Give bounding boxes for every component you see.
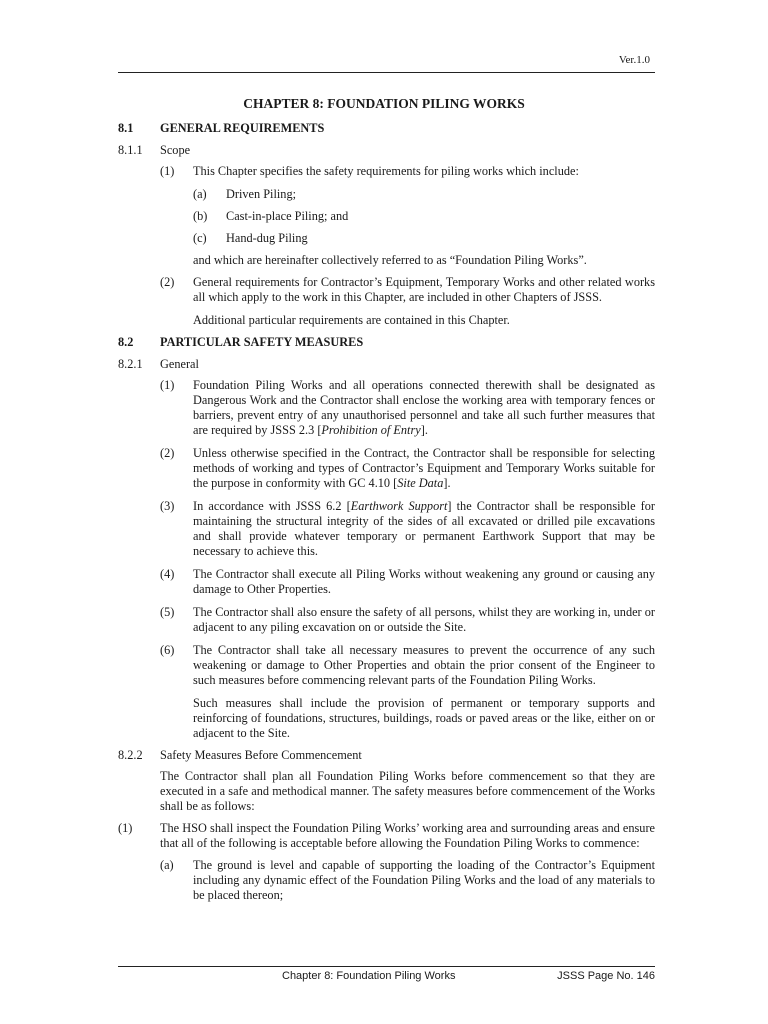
sub-list-item bbox=[193, 209, 655, 224]
subsection-number: 8.2.1 bbox=[118, 357, 143, 371]
item-text: The Contractor shall take all necessary measures to prevent the occurrence of any such weakening or damage to Other Properties and obtain the prior consent of the Engineer to such measures before commencing relevant parts of the Foundation Piling Works. bbox=[193, 643, 655, 687]
section-number: 8.2 bbox=[118, 335, 134, 349]
header-rule bbox=[118, 72, 655, 73]
item-text: The HSO shall inspect the Foundation Piling Works’ working area and surrounding areas and ensure that all of the following is acceptable before allowing the Foundation Piling Works to commence: bbox=[160, 821, 655, 850]
list-item bbox=[160, 643, 655, 688]
subsection-number: 8.2.2 bbox=[118, 748, 143, 762]
list-item bbox=[160, 567, 655, 597]
paragraph: The Contractor shall plan all Foundation Piling Works before commencement so that they are executed in a safe and methodical manner. The safety measures before commencement of the Works shall be as follows: bbox=[160, 769, 655, 813]
subsection-heading bbox=[118, 143, 655, 158]
item-marker: (6) bbox=[160, 643, 175, 657]
item-text: The Contractor shall also ensure the safety of all persons, whilst they are working in, under or adjacent to any piling excavation on or outside the Site. bbox=[193, 605, 655, 634]
section-heading bbox=[118, 121, 655, 136]
footer-chapter: Chapter 8: Foundation Piling Works bbox=[282, 970, 456, 982]
list-item bbox=[160, 275, 655, 305]
item-marker: (a) bbox=[160, 858, 174, 872]
item-marker: (1) bbox=[160, 378, 175, 392]
list-item bbox=[160, 499, 655, 559]
item-marker: (2) bbox=[160, 446, 175, 460]
item-marker: (2) bbox=[160, 275, 175, 289]
item-marker: (3) bbox=[160, 499, 175, 513]
list-item bbox=[118, 821, 655, 851]
list-item bbox=[160, 164, 655, 179]
footer-rule bbox=[118, 966, 655, 967]
page-title: CHAPTER 8: FOUNDATION PILING WORKS bbox=[243, 96, 525, 111]
section-number: 8.1 bbox=[118, 121, 134, 135]
item-marker: (5) bbox=[160, 605, 175, 619]
paragraph: and which are hereinafter collectively referred to as “Foundation Piling Works”. bbox=[193, 253, 587, 267]
item-text: General requirements for Contractor’s Equipment, Temporary Works and other related works all which apply to the work in this Chapter, are included in other Chapters of JSSS. bbox=[193, 275, 655, 304]
subsection-title: General bbox=[160, 357, 199, 371]
item-marker: (1) bbox=[160, 164, 175, 178]
item-text: Unless otherwise specified in the Contract, the Contractor shall be responsible for selecting methods of working and types of Contractor’s Equipment and Temporary Works suitable for the purpose in conformity with GC 4.10 [Site Data]. bbox=[193, 446, 655, 490]
item-marker: (c) bbox=[193, 231, 207, 245]
item-marker: (a) bbox=[193, 187, 207, 201]
item-text: The Contractor shall execute all Piling Works without weakening any ground or causing any damage to Other Properties. bbox=[193, 567, 655, 596]
footer-page-number: JSSS Page No. 146 bbox=[557, 970, 655, 982]
subsection-number: 8.1.1 bbox=[118, 143, 143, 157]
item-marker: (1) bbox=[118, 821, 133, 835]
section-title: PARTICULAR SAFETY MEASURES bbox=[160, 335, 364, 349]
sub-list-item bbox=[193, 231, 655, 246]
item-text: Hand-dug Piling bbox=[226, 231, 308, 245]
subsection-heading bbox=[118, 748, 655, 763]
version-label: Ver.1.0 bbox=[618, 54, 650, 66]
paragraph: Such measures shall include the provision of permanent or temporary supports and reinforcing of foundations, structures, buildings, roads or paved areas or the like, either on or adjacent to the Site. bbox=[193, 696, 655, 740]
list-item bbox=[160, 446, 655, 491]
subsection-title: Scope bbox=[160, 143, 191, 157]
list-item bbox=[160, 605, 655, 635]
item-marker: (4) bbox=[160, 567, 175, 581]
item-text: The ground is level and capable of supporting the loading of the Contractor’s Equipment including any dynamic effect of the Foundation Piling Works and the load of any materials to be placed thereon; bbox=[193, 858, 655, 902]
paragraph: Additional particular requirements are contained in this Chapter. bbox=[193, 313, 510, 327]
sub-list-item bbox=[160, 858, 655, 903]
document-body bbox=[118, 121, 655, 911]
section-title: GENERAL REQUIREMENTS bbox=[160, 121, 325, 135]
item-text: This Chapter specifies the safety requirements for piling works which include: bbox=[193, 164, 579, 178]
list-item bbox=[160, 378, 655, 438]
item-marker: (b) bbox=[193, 209, 208, 223]
subsection-title: Safety Measures Before Commencement bbox=[160, 748, 362, 762]
item-text: Driven Piling; bbox=[226, 187, 297, 201]
subsection-heading bbox=[118, 357, 655, 372]
item-text: In accordance with JSSS 6.2 [Earthwork Support] the Contractor shall be responsible for maintaining the structural integrity of the sides of all excavated or drilled pile excavations and shall provide whatever temporary or permanent Earthwork Support that may be necessary to achieve this. bbox=[193, 499, 655, 558]
item-text: Cast-in-place Piling; and bbox=[226, 209, 349, 223]
sub-list-item bbox=[193, 187, 655, 202]
item-text: Foundation Piling Works and all operations connected therewith shall be designated as Dangerous Work and the Contractor shall enclose the working area with temporary fences or barriers, prevent entry of any unauthorised personnel and take all such further measures that are required by JSSS 2.3 [Prohibition of Entry]. bbox=[193, 378, 655, 437]
section-heading bbox=[118, 335, 655, 350]
